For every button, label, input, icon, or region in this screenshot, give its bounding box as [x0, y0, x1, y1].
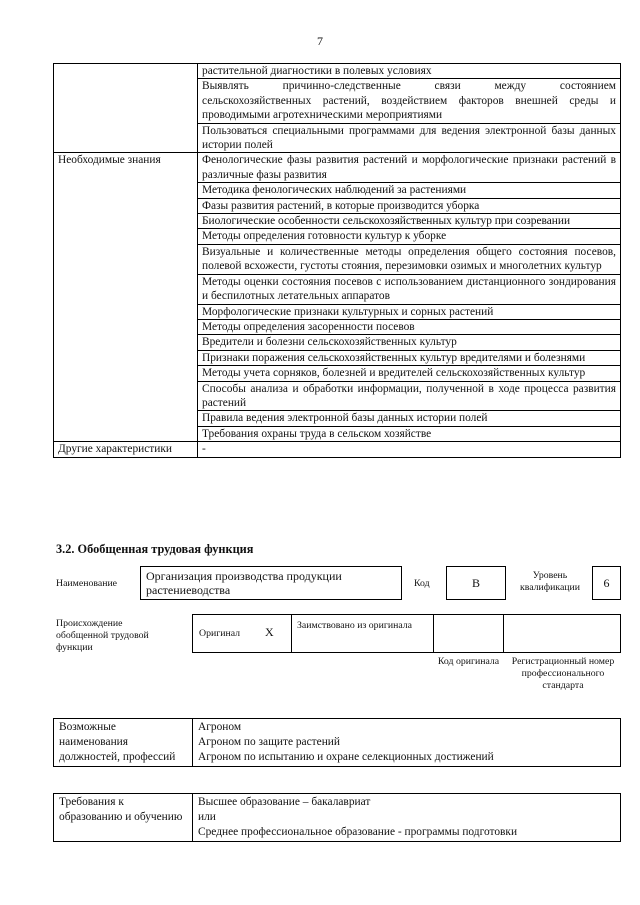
- other-characteristics-label: Другие характеристики: [54, 442, 198, 457]
- list-item: Агроном по испытанию и охране селекционных достижений: [198, 751, 494, 763]
- origin-label: Происхождение обобщенной трудовой функции: [56, 618, 149, 653]
- knowledge-item: Методы учета сорняков, болезней и вредителей сельскохозяйственных культур: [198, 366, 621, 381]
- positions-list: [193, 719, 621, 767]
- knowledge-item: Способы анализа и обработки информации, полученной в ходе процесса развития растений: [198, 381, 621, 411]
- list-item: Агроном по защите растений: [198, 736, 340, 748]
- table-row: [54, 153, 621, 183]
- knowledge-table: [53, 63, 621, 458]
- education-list: [193, 794, 621, 842]
- knowledge-item: Методика фенологических наблюдений за растениями: [198, 183, 621, 198]
- page-number: 7: [317, 34, 323, 48]
- table-row: [54, 64, 621, 79]
- list-item: Высшее образование – бакалавриат: [198, 796, 371, 808]
- table-cell: Пользоваться специальными программами для ведения электронной базы данных истории полей: [198, 123, 621, 153]
- list-item: или: [198, 811, 216, 823]
- section-title: 3.2. Обобщенная трудовая функция: [56, 542, 254, 556]
- name-value: Организация производства продукции растениеводства: [140, 566, 402, 600]
- knowledge-item: Визуальные и количественные методы определения общего состояния посевов, полевой всхожести, густоты стояния, перезимовки озимых и многолетних культур: [198, 244, 621, 274]
- table-cell: Выявлять причинно-следственные связи между состоянием сельскохозяйственных растений, воздействием факторов внешней среды и проводимыми агротехническими мероприятиями: [198, 79, 621, 123]
- knowledge-item: Требования охраны труда в сельском хозяйстве: [198, 426, 621, 441]
- table-row: [54, 442, 621, 457]
- original-cell: [192, 614, 292, 653]
- knowledge-item: Вредители и болезни сельскохозяйственных культур: [198, 335, 621, 350]
- knowledge-item: Методы определения готовности культур к уборке: [198, 229, 621, 244]
- positions-table: [53, 718, 621, 767]
- reg-number-caption: Регистрационный номер профессионального стандарта: [511, 656, 615, 691]
- knowledge-item: Фазы развития растений, в которые производится уборка: [198, 198, 621, 213]
- education-table: [53, 793, 621, 842]
- positions-label: Возможные наименования должностей, профессий: [54, 719, 193, 767]
- knowledge-item: Методы оценки состояния посевов с использованием дистанционного зондирования и беспилотных летательных аппаратов: [198, 274, 621, 304]
- table-row: [54, 794, 621, 842]
- other-characteristics-value: -: [198, 442, 621, 457]
- knowledge-item: Методы определения засоренности посевов: [198, 319, 621, 334]
- knowledge-label: Необходимые знания: [54, 153, 198, 442]
- knowledge-item: Биологические особенности сельскохозяйственных культур при созревании: [198, 214, 621, 229]
- empty-label-cell: [54, 64, 198, 153]
- table-cell: растительной диагностики в полевых условиях: [198, 64, 621, 79]
- education-label: Требования к образованию и обучению: [54, 794, 193, 842]
- knowledge-item: Признаки поражения сельскохозяйственных культур вредителями и болезнями: [198, 350, 621, 365]
- level-label: Уровень квалификации: [519, 570, 581, 593]
- code-value: B: [446, 566, 506, 600]
- original-mark: X: [265, 625, 274, 639]
- knowledge-item: Морфологические признаки культурных и сорных растений: [198, 304, 621, 319]
- list-item: Агроном: [198, 721, 242, 733]
- knowledge-item: Правила ведения электронной базы данных истории полей: [198, 411, 621, 426]
- borrowed-cell: Заимствовано из оригинала: [291, 614, 434, 653]
- code-label: Код: [414, 578, 430, 589]
- code-original-cell: [433, 614, 504, 653]
- name-label: Наименование: [56, 578, 118, 589]
- code-original-caption: Код оригинала: [437, 656, 500, 667]
- level-value: 6: [592, 566, 621, 600]
- knowledge-item: Фенологические фазы развития растений и морфологические признаки растений в различные фазы развития: [198, 153, 621, 183]
- reg-number-cell: [503, 614, 621, 653]
- original-label: Оригинал: [199, 628, 241, 639]
- list-item: Среднее профессиональное образование - программы подготовки: [198, 826, 518, 838]
- table-row: [54, 719, 621, 767]
